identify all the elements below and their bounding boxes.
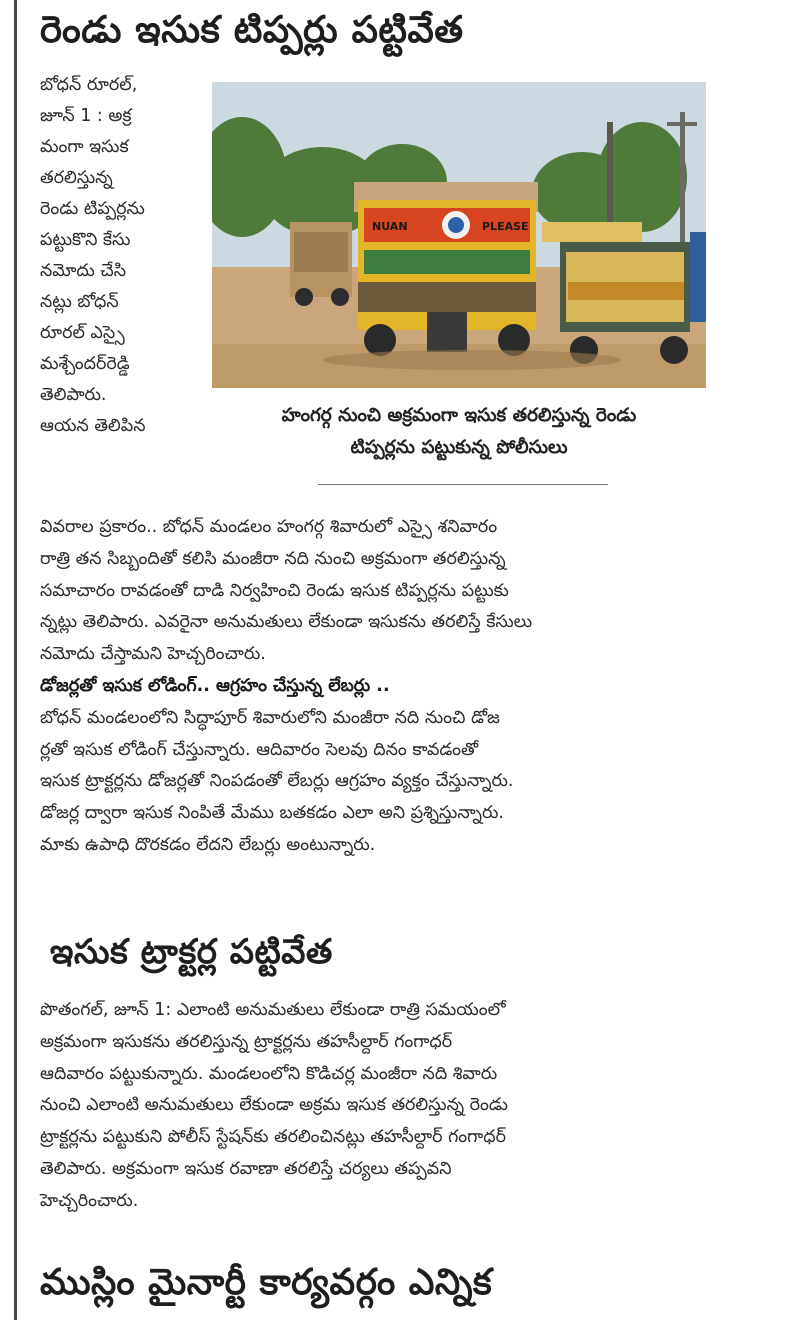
text-line: తరలిస్తున్న (40, 168, 113, 188)
photo-pole-bar (667, 122, 697, 126)
headline-article-3: ముస్లిం మైనార్టీ కార్యవర్గం ఎన్నిక (40, 1262, 493, 1303)
caption-line: హంగర్గ నుంచి అక్రమంగా ఇసుక తరలిస్తున్న రెండు (281, 405, 637, 426)
photo-trucks-illustration (212, 82, 706, 388)
caption-rule (318, 484, 608, 485)
text-line: వివరాల ప్రకారం.. బోధన్ మండలం హంగర్గ శివారులో ఎస్సై శనివారం (40, 517, 498, 537)
article-1-body (40, 512, 710, 862)
text-line: పొతంగల్, జూన్ 1: ఎలాంటి అనుమతులు లేకుండా రాత్రి సమయంలో (40, 1000, 506, 1020)
photo-caption (212, 400, 706, 464)
text-line: డోజర్ల ద్వారా ఇసుక నింపితే మేము బతకడం ఎలా అని ప్రశ్నిస్తున్నారు. (40, 803, 504, 824)
subheading: డోజర్లతో ఇసుక లోడింగ్.. ఆగ్రహం చేస్తున్న లేబర్లు .. (40, 675, 390, 696)
photo-shadow (322, 350, 622, 370)
narrow-column-text (40, 70, 202, 442)
news-photo (212, 82, 706, 388)
article-2-body (40, 995, 710, 1218)
text-line: ట్రాక్టర్లను పట్టుకుని పోలీస్ స్టేషన్‌కు తరలించినట్లు తహసీల్దార్ గంగాధర్ (40, 1127, 506, 1148)
caption-line: టిప్పర్లను పట్టుకున్న పోలీసులు (350, 437, 568, 458)
text-line: ఆయన తెలిపిన (40, 416, 146, 436)
photo-back-truck (290, 222, 352, 306)
text-line: రాత్రి తన సిబ్బందితో కలిసి మంజీరా నది నుంచి అక్రమంగా తరలిస్తున్న (40, 548, 506, 569)
text-line: న్నట్లు తెలిపారు. ఎవరైనా అనుమతులు లేకుండా ఇసుకను తరలిస్తే కేసులు (40, 612, 533, 633)
text-line: హెచ్చరించారు. (40, 1190, 139, 1211)
text-line: పట్టుకొని కేసు (40, 230, 131, 250)
headline-article-2: ఇసుక ట్రాక్టర్ల పట్టివేత (50, 932, 333, 972)
text-line: ర్లతో ఇసుక లోడింగ్ చేస్తున్నారు. ఆదివారం సెలవు దినం కావడంతో (40, 739, 479, 760)
text-line: రెండు టిప్పర్లను (40, 199, 145, 219)
column-rule (14, 0, 17, 1320)
text-line: ఇసుక ట్రాక్టర్లను డోజర్లతో నింపడంతో లేబర్లు ఆగ్రహం వ్యక్తం చేస్తున్నారు. (40, 771, 514, 792)
text-line: నుంచి ఎలాంటి అనుమతులు లేకుండా అక్రమ ఇసుక తరలిస్తున్న రెండు (40, 1095, 508, 1116)
svg-text:PLEASE: PLEASE (482, 220, 529, 233)
photo-pole (680, 112, 685, 252)
text-line: మశ్చేందర్‌రెడ్డి (40, 354, 130, 374)
text-line: బోధన్ రూరల్, (40, 75, 138, 95)
text-line: మాకు ఉపాధి దొరకడం లేదని లేబర్లు అంటున్నారు. (40, 834, 376, 855)
text-line: బోధన్ మండలంలోని సిద్ధాపూర్ శివారులోని మంజీరా నది నుంచి డోజ (40, 707, 500, 728)
text-line: జూన్ 1 : అక్ర (40, 106, 132, 126)
text-line: తెలిపారు. అక్రమంగా ఇసుక రవాణా తరలిస్తే చర్యలు తప్పవని (40, 1158, 452, 1179)
text-line: తెలిపారు. (40, 385, 107, 405)
text-line: నమోదు చేసి (40, 261, 126, 281)
headline-article-1: రెండు ఇసుక టిప్పర్లు పట్టివేత (40, 8, 464, 51)
text-line: నట్లు బోధన్ (40, 292, 119, 312)
text-line: నమోదు చేస్తామని హెచ్చరించారు. (40, 644, 266, 665)
photo-main-truck (354, 182, 538, 356)
text-line: అక్రమంగా ఇసుకను తరలిస్తున్న ట్రాక్టర్లను తహసీల్దార్ గంగాధర్ (40, 1031, 453, 1052)
text-line: ఆదివారం పట్టుకున్నారు. మండలంలోని కొడిచర్ల మంజీరా నది శివారు (40, 1063, 498, 1084)
text-line: సమాచారం రావడంతో దాడి నిర్వహించి రెండు ఇసుక టిప్పర్లను పట్టుకు (40, 580, 509, 601)
svg-text:NUAN: NUAN (372, 220, 408, 233)
text-line: మంగా ఇసుక (40, 137, 129, 157)
text-line: రూరల్ ఎస్సై (40, 323, 125, 343)
